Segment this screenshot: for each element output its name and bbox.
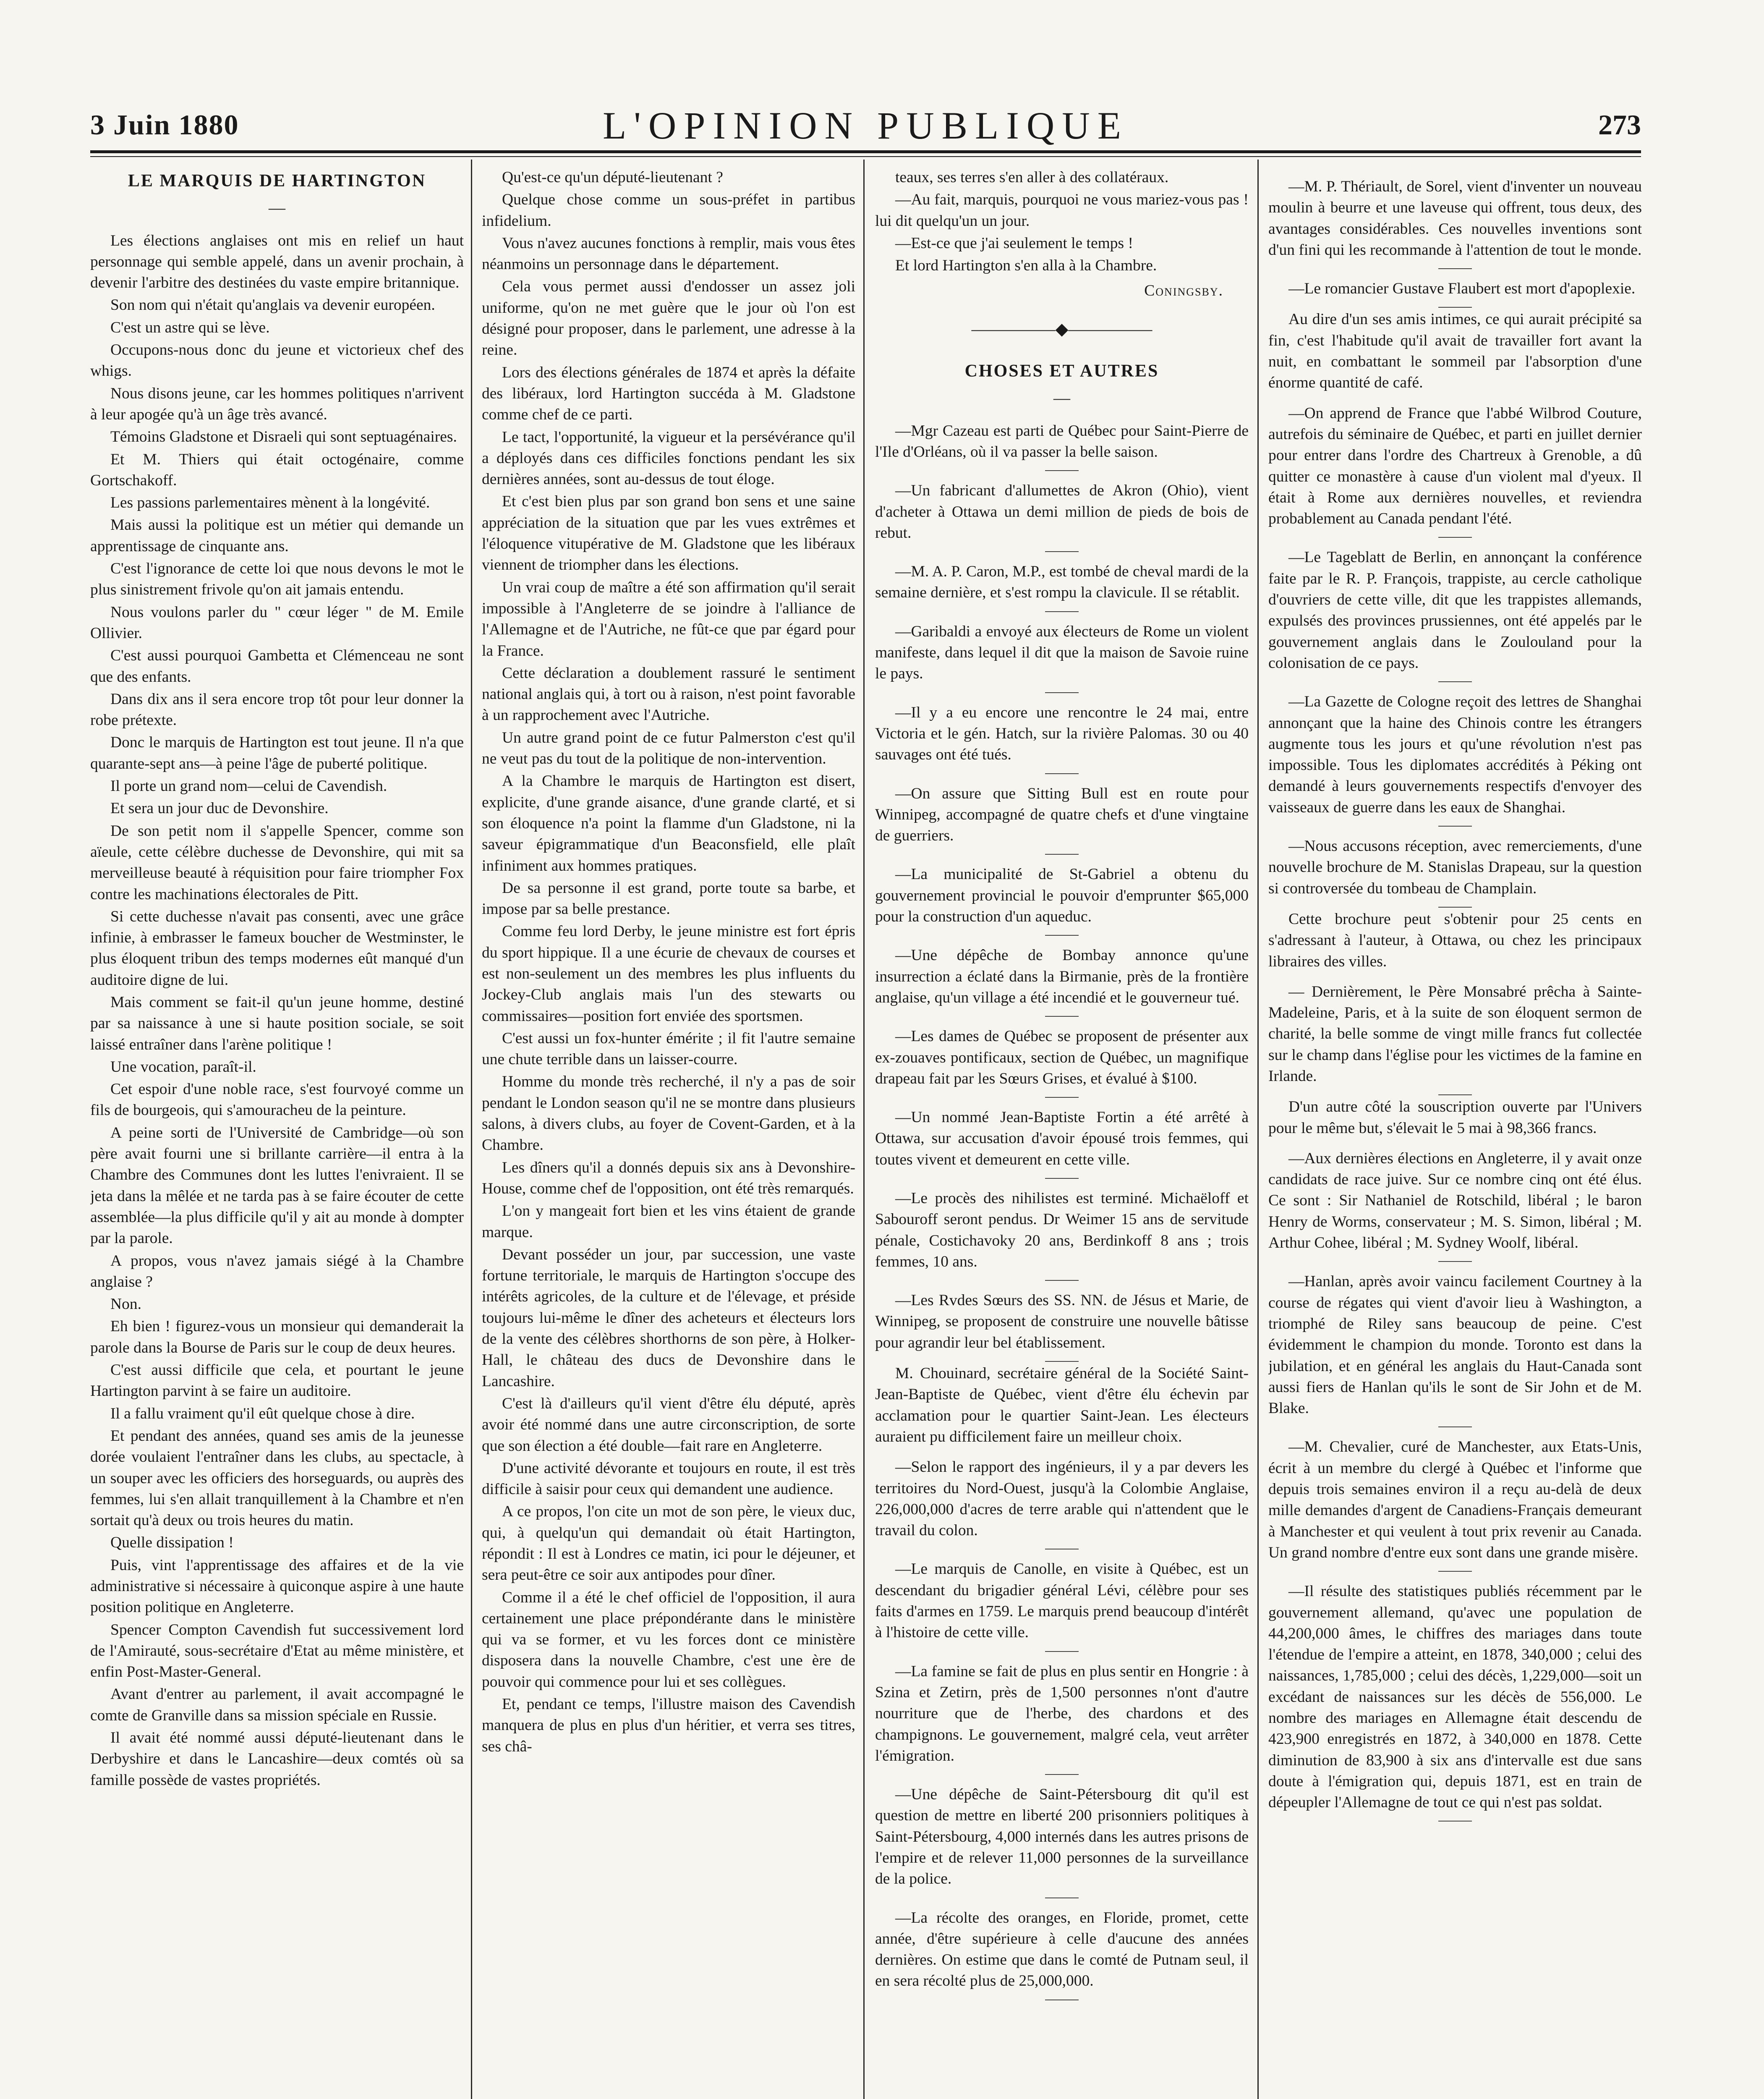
article-paragraph: Témoins Gladstone et Disraeli qui sont septuagénaires. [110, 428, 457, 446]
article-paragraph: Si cette duchesse n'avait pas consenti, avec une grâce infinie, à embrasser le fameux boucher de Westminster, le plus éloquent tribun des temps modernes eût manqué d'un auditoire digne de lui. [90, 908, 464, 989]
article-paragraph: Le tact, l'opportunité, la vigueur et la persévérance qu'il a déployés dans ces difficiles fonctions pendant les six dernières années, sont au-dessus de tout éloge. [482, 428, 855, 488]
news-items-part-1 [875, 421, 1249, 2000]
article-paragraph: Mais comment se fait-il qu'un jeune homme, destiné par sa naissance à une si haute position sociale, se soit laissé entraîner dans l'arène politique ! [90, 993, 464, 1053]
news-item: —Garibaldi a envoyé aux électeurs de Rome un violent manifeste, dans lequel il dit que la maison de Savoie ruine le pays. [875, 621, 1249, 693]
article-paragraph: Non. [110, 1296, 141, 1313]
article-paragraph: Avant d'entrer au parlement, il avait accompagné le comte de Granville dans sa mission spéciale en Russie. [90, 1685, 464, 1724]
article-paragraph: Il porte un grand nom—celui de Cavendish. [110, 777, 387, 795]
article-paragraph: Et M. Thiers qui était octogénaire, comme Gortschakoff. [90, 450, 464, 489]
news-item: —Il y a eu encore une rencontre le 24 mai, entre Victoria et le gén. Hatch, sur la rivière Palomas. 30 ou 40 sauvages ont été tués. [875, 702, 1249, 774]
article-paragraph: C'est aussi un fox-hunter émérite ; il fit l'autre semaine une chute terrible dans un laisser-courre. [482, 1029, 855, 1068]
article-paragraph: Il avait été nommé aussi député-lieutenant dans le Derbyshire et dans le Lancashire—deux comtés où sa famille possède de vastes propriétés. [90, 1729, 464, 1789]
article-paragraph: Et sera un jour duc de Devonshire. [110, 800, 329, 817]
article-paragraph: —Au fait, marquis, pourquoi ne vous mariez-vous pas ! lui dit quelqu'un un jour. [875, 191, 1249, 230]
news-item: —Hanlan, après avoir vaincu facilement Courtney à la course de régates qui vient d'avoir lieu à Washington, a triomphé de Riley sans beaucoup de peine. C'est évidemment le champion du monde. Toronto est dans la jubilation, et en général les anglais du Haut-Canada sont aussi fiers de Hanlan qu'ils le sont de Sir John et de M. Blake. [1268, 1271, 1642, 1427]
news-item: —La famine se fait de plus en plus sentir en Hongrie : à Szina et Zetirn, près de 1,500 personnes n'ont d'autre nourriture que de l'herbe, des chardons et des champignons. Le gouvernement, malgré cela, veut arrêter l'émigration. [875, 1661, 1249, 1775]
news-item: —Aux dernières élections en Angleterre, il y avait onze candidats de race juive. Sur ce nombre cinq ont été élus. Ce sont : Sir Nathaniel de Rotschild, libéral ; le baron Henry de Worms, conservateur ; M. S. Simon, libéral ; M. Arthur Cohee, libéral ; M. Sydney Woolf, libéral. [1268, 1148, 1642, 1262]
headline-dash: — [1053, 388, 1070, 408]
article-paragraph: C'est là d'ailleurs qu'il vient d'être élu député, après avoir été nommé dans une autre circonscription, de sorte que son élection a été double—fait rare en Angleterre. [482, 1395, 855, 1455]
news-item: —Le romancier Gustave Flaubert est mort d'apoplexie. [1268, 278, 1642, 308]
column-divider [863, 160, 865, 2099]
article-paragraph: teaux, ses terres s'en aller à des collatéraux. [895, 169, 1169, 186]
issue-date: 3 Juin 1880 [90, 109, 239, 141]
news-item: —Nous accusons réception, avec remerciements, d'une nouvelle brochure de M. Stanislas Drapeau, sur la question si controversée du tombeau de Champlain. [1268, 836, 1642, 908]
news-item: Au dire d'un ses amis intimes, ce qui aurait précipité sa fin, c'est l'habitude qu'il avait de travailler fort avant la nuit, en combattant le sommeil par l'absorption d'une énorme quantité de café. [1268, 311, 1642, 392]
news-item: —La municipalité de St-Gabriel a obtenu du gouvernement provincial le pouvoir d'emprunter $65,000 pour la construction d'un aqueduc. [875, 864, 1249, 936]
article-paragraph: Les dîners qu'il a donnés depuis six ans à Devonshire-House, comme chef de l'opposition, ont été très remarqués. [482, 1159, 855, 1197]
news-headline: CHOSES ET AUTRES [964, 361, 1159, 381]
article-paragraph: Spencer Compton Cavendish fut successivement lord de l'Amirauté, sous-secrétaire d'Etat au même ministère, et enfin Post-Master-General. [90, 1621, 464, 1681]
news-item: Cette brochure peut s'obtenir pour 25 cents en s'adressant à l'auteur, à Ottawa, ou chez les principaux libraires des villes. [1268, 910, 1642, 970]
page-header [90, 100, 1641, 146]
column-2 [482, 167, 855, 2099]
article-paragraph: Lors des élections générales de 1874 et après la défaite des libéraux, lord Hartington succéda à M. Gladstone comme chef de ce parti. [482, 364, 855, 424]
article-paragraph: Un vrai coup de maître a été son affirmation qu'il serait impossible à l'Angleterre de se joindre à l'alliance de l'Allemagne et de l'Autriche, ne fût-ce que par égard pour la France. [482, 578, 855, 660]
news-item: —Les Rvdes Sœurs des SS. NN. de Jésus et Marie, de Winnipeg, se proposent de construire une nouvelle bâtisse pour agrandir leur bel établissement. [875, 1290, 1249, 1362]
article-paragraph: Devant posséder un jour, par succession, une vaste fortune territoriale, le marquis de Hartington s'occupe des intérêts agricoles, de la culture et de l'élevage, et préside toujours lui-même le dîner des acheteurs et électeurs lors de la vente des célèbres shorthorns de son père, à Holker-Hall, le château des ducs de Devonshire dans le Lancashire. [482, 1246, 855, 1390]
article-paragraph: L'on y mangeait fort bien et les vins étaient de grande marque. [482, 1202, 855, 1241]
news-item: D'un autre côté la souscription ouverte par l'Univers pour le même but, s'élevait le 5 mai à 98,366 francs. [1268, 1098, 1642, 1137]
article-paragraph: Cette déclaration a doublement rassuré le sentiment national anglais qui, à tort ou à raison, n'est point favorable à un rapprochement avec l'Autriche. [482, 664, 855, 724]
article-paragraph: A peine sorti de l'Université de Cambridge—où son père avait fourni une si brillante carrière—il entra à la Chambre des Communes dont les luttes l'enivraient. Il se jeta dans la mêlée et ne tarda pas à se faire écouter de cette assemblée—la plus difficile qu'il y ait au monde à dompter par la parole. [90, 1124, 464, 1247]
article-paragraph: Occupons-nous donc du jeune et victorieux chef des whigs. [90, 341, 464, 380]
news-item: —Le procès des nihilistes est terminé. Michaëloff et Sabouroff seront pendus. Dr Weimer 15 ans de servitude pénale, Costichavoky 20 ans, Berdinkoff 8 ans ; trois femmes, 10 ans. [875, 1188, 1249, 1281]
article-paragraph: Nous voulons parler du " cœur léger " de M. Emile Ollivier. [90, 603, 464, 642]
article-paragraph: Les élections anglaises ont mis en relief un haut personnage qui semble appelé, dans un avenir prochain, à devenir l'arbitre des destinées du vaste empire britannique. [90, 232, 464, 292]
article-paragraph: C'est un astre qui se lève. [110, 319, 270, 336]
article-paragraph: Et c'est bien plus par son grand bon sens et une saine appréciation de la situation que par les vues extrêmes et l'éloquence vitupérative de M. Gladstone que les libéraux viennent de triompher dans les élections. [482, 493, 855, 574]
article-paragraph: Et pendant des années, quand ses amis de la jeunesse dorée voulaient l'entraîner dans les clubs, au spectacle, à un souper avec les officiers des horseguards, ou auprès des femmes, lui s'en allait tranquillement à la Chambre et n'en sortait qu'à deux ou trois heures du matin. [90, 1427, 464, 1529]
article-paragraph: Et lord Hartington s'en alla à la Chambre. [895, 257, 1157, 275]
article-paragraph: Il a fallu vraiment qu'il eût quelque chose à dire. [110, 1405, 415, 1422]
news-item: —Le Tageblatt de Berlin, en annonçant la conférence faite par le R. P. François, trappiste, au cercle catholique d'ouvriers de cette ville, dit que les trappistes allemands, expulsés des provinces prussiennes, ont été appelés par le gouvernement anglais dans le Zoulouland pour la colonisation de ce pays. [1268, 547, 1642, 682]
article-paragraph: —Est-ce que j'ai seulement le temps ! [895, 234, 1133, 252]
article-paragraph: Et, pendant ce temps, l'illustre maison des Cavendish manquera de plus en plus d'un héritier, et verra ses titres, ses châ- [482, 1696, 855, 1755]
article-paragraph: Les passions parlementaires mènent à la longévité. [110, 494, 430, 512]
article-paragraph: C'est aussi difficile que cela, et pourtant le jeune Hartington parvint à se faire un auditoire. [90, 1361, 464, 1400]
article-paragraph: Donc le marquis de Hartington est tout jeune. Il n'a que quarante-sept ans—à peine l'âge de puberté politique. [90, 734, 464, 772]
article-paragraph: Vous n'avez aucunes fonctions à remplir, mais vous êtes néanmoins un personnage dans le département. [482, 234, 855, 273]
news-item: — Dernièrement, le Père Monsabré prêcha à Sainte-Madeleine, Paris, et à la suite de son éloquent sermon de charité, la belle somme de vingt mille francs fut collectée sur le champ dans l'église pour les victimes de la famine en Irlande. [1268, 981, 1642, 1095]
article-signature: Coningsby. [1144, 282, 1223, 300]
section-ornament: —————◆————— [971, 319, 1152, 338]
news-item: —Il résulte des statistiques publiés récemment par le gouvernement allemand, qu'avec une population de 44,200,000 âmes, le chiffres des mariages dans toute l'étendue de l'empire a atteint, en 1878, 340,000 ; celui des naissances, 1,785,000 ; celui des décès, 1,229,000—soit un excédant de naissances sur les décès de 556,000. Le nombre des mariages en Allemagne était descendu de 423,900 enregistrés en 1872, à 340,000 en 1878. Cette diminution de 83,900 à six ans d'intervalle est due sans doute à l'émigration qui, depuis 1871, est en train de dépeupler l'Allemagne de tout ce qui n'est pas soldat. [1268, 1581, 1642, 1822]
article-paragraph: Une vocation, paraît-il. [110, 1058, 256, 1076]
article-paragraph: De son petit nom il s'appelle Spencer, comme son aïeule, cette célèbre duchesse de Devonshire, qui mit sa merveilleuse beauté à réquisition pour faire triompher Fox contre les machinations électorales de Pitt. [90, 822, 464, 903]
column-4 [1268, 167, 1642, 2099]
news-item: —M. A. P. Caron, M.P., est tombé de cheval mardi de la semaine dernière, et s'est rompu la clavicule. Il se rétablit. [875, 561, 1249, 612]
article-paragraph: Puis, vint l'apprentissage des affaires et de la vie administrative si nécessaire à quiconque aspire à une haute position politique en Angleterre. [90, 1556, 464, 1616]
article-paragraph: D'une activité dévorante et toujours en route, il est très difficile à saisir pour ceux qui demandent une audience. [482, 1459, 855, 1498]
article-paragraph: Dans dix ans il sera encore trop tôt pour leur donner la robe prétexte. [90, 690, 464, 729]
article-paragraph: Un autre grand point de ce futur Palmerston c'est qu'il ne veut pas du tout de la politique de non-intervention. [482, 729, 855, 768]
article-headline: LE MARQUIS DE HARTINGTON [128, 171, 426, 191]
article-paragraph: Cet espoir d'une noble race, s'est fourvoyé comme un fils de bourgeois, qui s'amouracheu de la peinture. [90, 1081, 464, 1119]
news-item: —Un fabricant d'allumettes de Akron (Ohio), vient d'acheter à Ottawa un demi million de pieds de bois de rebut. [875, 480, 1249, 552]
column-divider [1257, 160, 1259, 2099]
article-paragraph: Qu'est-ce qu'un député-lieutenant ? [502, 169, 723, 186]
article-paragraph: C'est l'ignorance de cette loi que nous devons le mot le plus sinistrement frivole qu'on ait jamais entendu. [90, 560, 464, 599]
headline-dash: — [269, 198, 285, 217]
article-paragraph: De sa personne il est grand, porte toute sa barbe, et impose par sa belle prestance. [482, 879, 855, 918]
article-paragraph: C'est aussi pourquoi Gambetta et Clémenceau ne sont que des enfants. [90, 647, 464, 686]
news-item: —La Gazette de Cologne reçoit des lettres de Shanghai annonçant que la haine des Chinois contre les étrangers augmente tous les jours et qu'une révolution n'est pas impossible. Tous les diplomates accrédités à Péking ont demandé à leurs gouvernements respectifs d'envoyer des vaisseaux de guerre dans les eaux de Shanghai. [1268, 691, 1642, 827]
masthead-title: L'OPINION PUBLIQUE [603, 104, 1129, 147]
article-paragraph: A la Chambre le marquis de Hartington est disert, explicite, d'une grande aisance, d'une grande clarté, et si son éloquence n'a point la flamme d'un Gladstone, ni la saveur épigrammatique d'un Beaconsfield, elle plaît infiniment aux hommes pratiques. [482, 772, 855, 874]
column-divider [471, 160, 472, 2099]
news-item: —On assure que Sitting Bull est en route pour Winnipeg, accompagné de quatre chefs et d'une vingtaine de guerriers. [875, 783, 1249, 855]
news-item: —M. P. Thériault, de Sorel, vient d'inventer un nouveau moulin à beurre et une laveuse qui offrent, tous deux, des avantages considérables. Ces nouvelles inventions sont d'un fini qui les recommande à l'attention de tout le monde. [1268, 176, 1642, 269]
news-item: —On apprend de France que l'abbé Wilbrod Couture, autrefois du séminaire de Québec, et parti en juillet dernier pour entrer dans l'ordre des Chartreux à Grenoble, a dû quitter ce monastère à cause d'un violent mal d'yeux. Il était à Rome aux dernières nouvelles, et reviendra probablement au Canada pendant l'été. [1268, 403, 1642, 538]
article-body-part-3 [875, 167, 1249, 276]
article-paragraph: Son nom qui n'était qu'anglais va devenir européen. [110, 296, 435, 314]
article-paragraph: Comme feu lord Derby, le jeune ministre est fort épris du sport hippique. Il a une écurie de chevaux de courses et est non-seulement un des membres les plus influents du Jockey-Club anglais mais l'un des stewarts ou commissaires—position fort enviée des sportsmen. [482, 923, 855, 1025]
news-item: —La récolte des oranges, en Floride, promet, cette année, d'être supérieure à celle d'aucune des années dernières. On estime que dans le comté de Putnam seul, il en sera récolté plus de 25,000,000. [875, 1908, 1249, 2000]
header-rule [90, 150, 1641, 153]
news-item: —M. Chevalier, curé de Manchester, aux Etats-Unis, écrit à un membre du clergé à Québec et l'informe que depuis trois semaines environ il a reçu au-delà de deux mille demandes d'argent de Canadiens-Français demeurant à Manchester et qui veulent à tout prix revenir au Canada. Un grand nombre d'entre eux sont dans une grande misère. [1268, 1437, 1642, 1572]
article-paragraph: Homme du monde très recherché, il n'y a pas de soir pendant le London season qu'il ne se montre dans plusieurs salons, à divers clubs, au foyer de Covent-Garden, et à la Chambre. [482, 1073, 855, 1154]
news-items-part-2 [1268, 176, 1642, 1822]
news-item: —Le marquis de Canolle, en visite à Québec, est un descendant du brigadier général Lévi, célèbre pour ses faits d'armes en 1759. Le marquis prend beaucoup d'intérêt à l'histoire de cette ville. [875, 1559, 1249, 1651]
news-item: —Selon le rapport des ingénieurs, il y a par devers les territoires du Nord-Ouest, jusqu'à la Colombie Anglaise, 226,000,000 d'acres de terre arable qui n'attendent que le travail du colon. [875, 1457, 1249, 1549]
article-paragraph: Quelque chose comme un sous-préfet in partibus infidelium. [482, 191, 855, 230]
column-1 [90, 167, 464, 2099]
news-item: —Les dames de Québec se proposent de présenter aux ex-zouaves pontificaux, section de Québec, un magnifique drapeau fait par les Sœurs Grises, et évalué à $100. [875, 1026, 1249, 1098]
news-item: M. Chouinard, secrétaire général de la Société Saint-Jean-Baptiste de Québec, vient d'être élu échevin par acclamation pour le quartier Saint-Jean. Les électeurs auraient pu difficilement faire un meilleur choix. [875, 1365, 1249, 1445]
article-paragraph: Nous disons jeune, car les hommes politiques n'arrivent à leur apogée qu'à un âge très avancé. [90, 385, 464, 423]
header-rule-thin [90, 156, 1641, 157]
news-item: —Une dépêche de Saint-Pétersbourg dit qu'il est question de mettre en liberté 200 prisonniers politiques à Saint-Pétersbourg, 4,000 internés dans les autres prisons de l'empire et de relever 11,000 personnes de la surveillance de la police. [875, 1784, 1249, 1898]
article-paragraph: A propos, vous n'avez jamais siégé à la Chambre anglaise ? [90, 1252, 464, 1290]
article-paragraph: Eh bien ! figurez-vous un monsieur qui demanderait la parole dans la Bourse de Paris sur le coup de deux heures. [90, 1318, 464, 1356]
article-paragraph: Mais aussi la politique est un métier qui demande un apprentissage de cinquante ans. [90, 516, 464, 555]
news-item: —Une dépêche de Bombay annonce qu'une insurrection a éclaté dans la Birmanie, près de la frontière anglaise, qu'un village a été incendié et le gouverneur tué. [875, 945, 1249, 1017]
article-paragraph: Quelle dissipation ! [110, 1534, 234, 1552]
article-paragraph: Cela vous permet aussi d'endosser un assez joli uniforme, qu'on ne met guère que le jour où l'on est désigné pour proposer, dans le parlement, une adresse à la reine. [482, 278, 855, 359]
news-item: —Un nommé Jean-Baptiste Fortin a été arrêté à Ottawa, sur accusation d'avoir épousé trois femmes, qui toutes vivent et demeurent en cette ville. [875, 1107, 1249, 1179]
page-number: 273 [1598, 109, 1641, 141]
news-item: —Mgr Cazeau est parti de Québec pour Saint-Pierre de l'Ile d'Orléans, où il va passer la belle saison. [875, 421, 1249, 471]
article-paragraph: A ce propos, l'on cite un mot de son père, le vieux duc, qui, à quelqu'un qui demandait où était Hartington, répondit : Il est à Londres ce matin, ici pour le déjeuner, et sera peut-être ce soir aux antipodes pour dîner. [482, 1503, 855, 1584]
column-3 [875, 167, 1249, 2099]
article-body-part-2 [482, 167, 855, 1757]
article-paragraph: Comme il a été le chef officiel de l'opposition, il aura certainement une place prépondérante dans le ministère qui va se former, et vu les forces dont ce ministère disposera dans la nouvelle Chambre, c'est une ère de pouvoir qui commence pour lui et ses collègues. [482, 1589, 855, 1691]
article-body-part-1 [90, 230, 464, 1791]
